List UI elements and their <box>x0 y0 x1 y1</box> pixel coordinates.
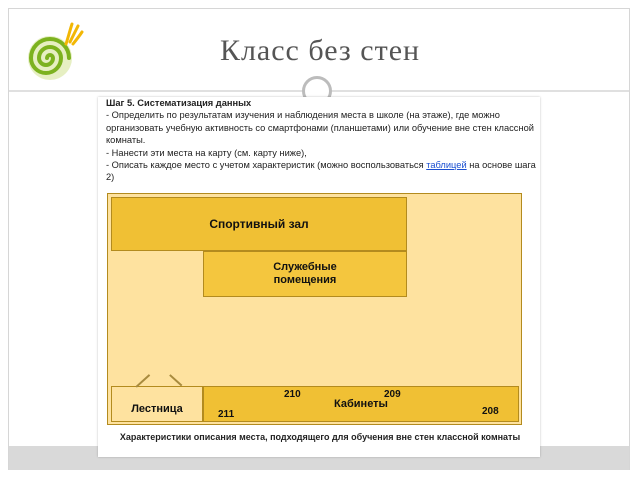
room-cabinets: Кабинеты <box>203 386 519 422</box>
door-right-icon <box>169 374 182 386</box>
step-line-3-before: - Описать каждое место с учетом характеристик (можно воспользоваться <box>106 160 427 171</box>
step-heading: Шаг 5. Систематизация данных <box>106 98 252 108</box>
floor-map <box>107 193 522 425</box>
room-gym: Спортивный зал <box>111 197 407 251</box>
room-number-208: 208 <box>482 406 499 417</box>
room-number-210: 210 <box>284 389 301 400</box>
page-title: Класс без стен <box>219 34 421 67</box>
room-service <box>203 251 407 297</box>
room-number-209: 209 <box>384 389 401 400</box>
room-stairs: Лестница <box>111 386 203 422</box>
table-link[interactable]: таблицей <box>426 160 467 171</box>
step-line-3 <box>106 159 536 184</box>
step-line-1: - Определить по результатам изучения и наблюдения места в школе (на этаже), где можно организовать учебную активность со смартфонами (планшетами) или обучение вне стен классной комнаты. <box>106 110 534 146</box>
step-line-3-after: на основе шага 2) <box>106 160 536 183</box>
map-caption: Характеристики описания места, подходящего для обучения вне стен классной комнаты <box>119 432 521 442</box>
spiral-hand-logo-icon <box>20 16 90 86</box>
step-line-2: - Нанести эти места на карту (см. карту ниже), <box>106 147 307 158</box>
service-label-line-2: помещения <box>273 274 337 286</box>
step-description <box>106 97 536 184</box>
service-label-line-1: Служебные <box>273 261 337 273</box>
room-number-211: 211 <box>218 409 235 420</box>
